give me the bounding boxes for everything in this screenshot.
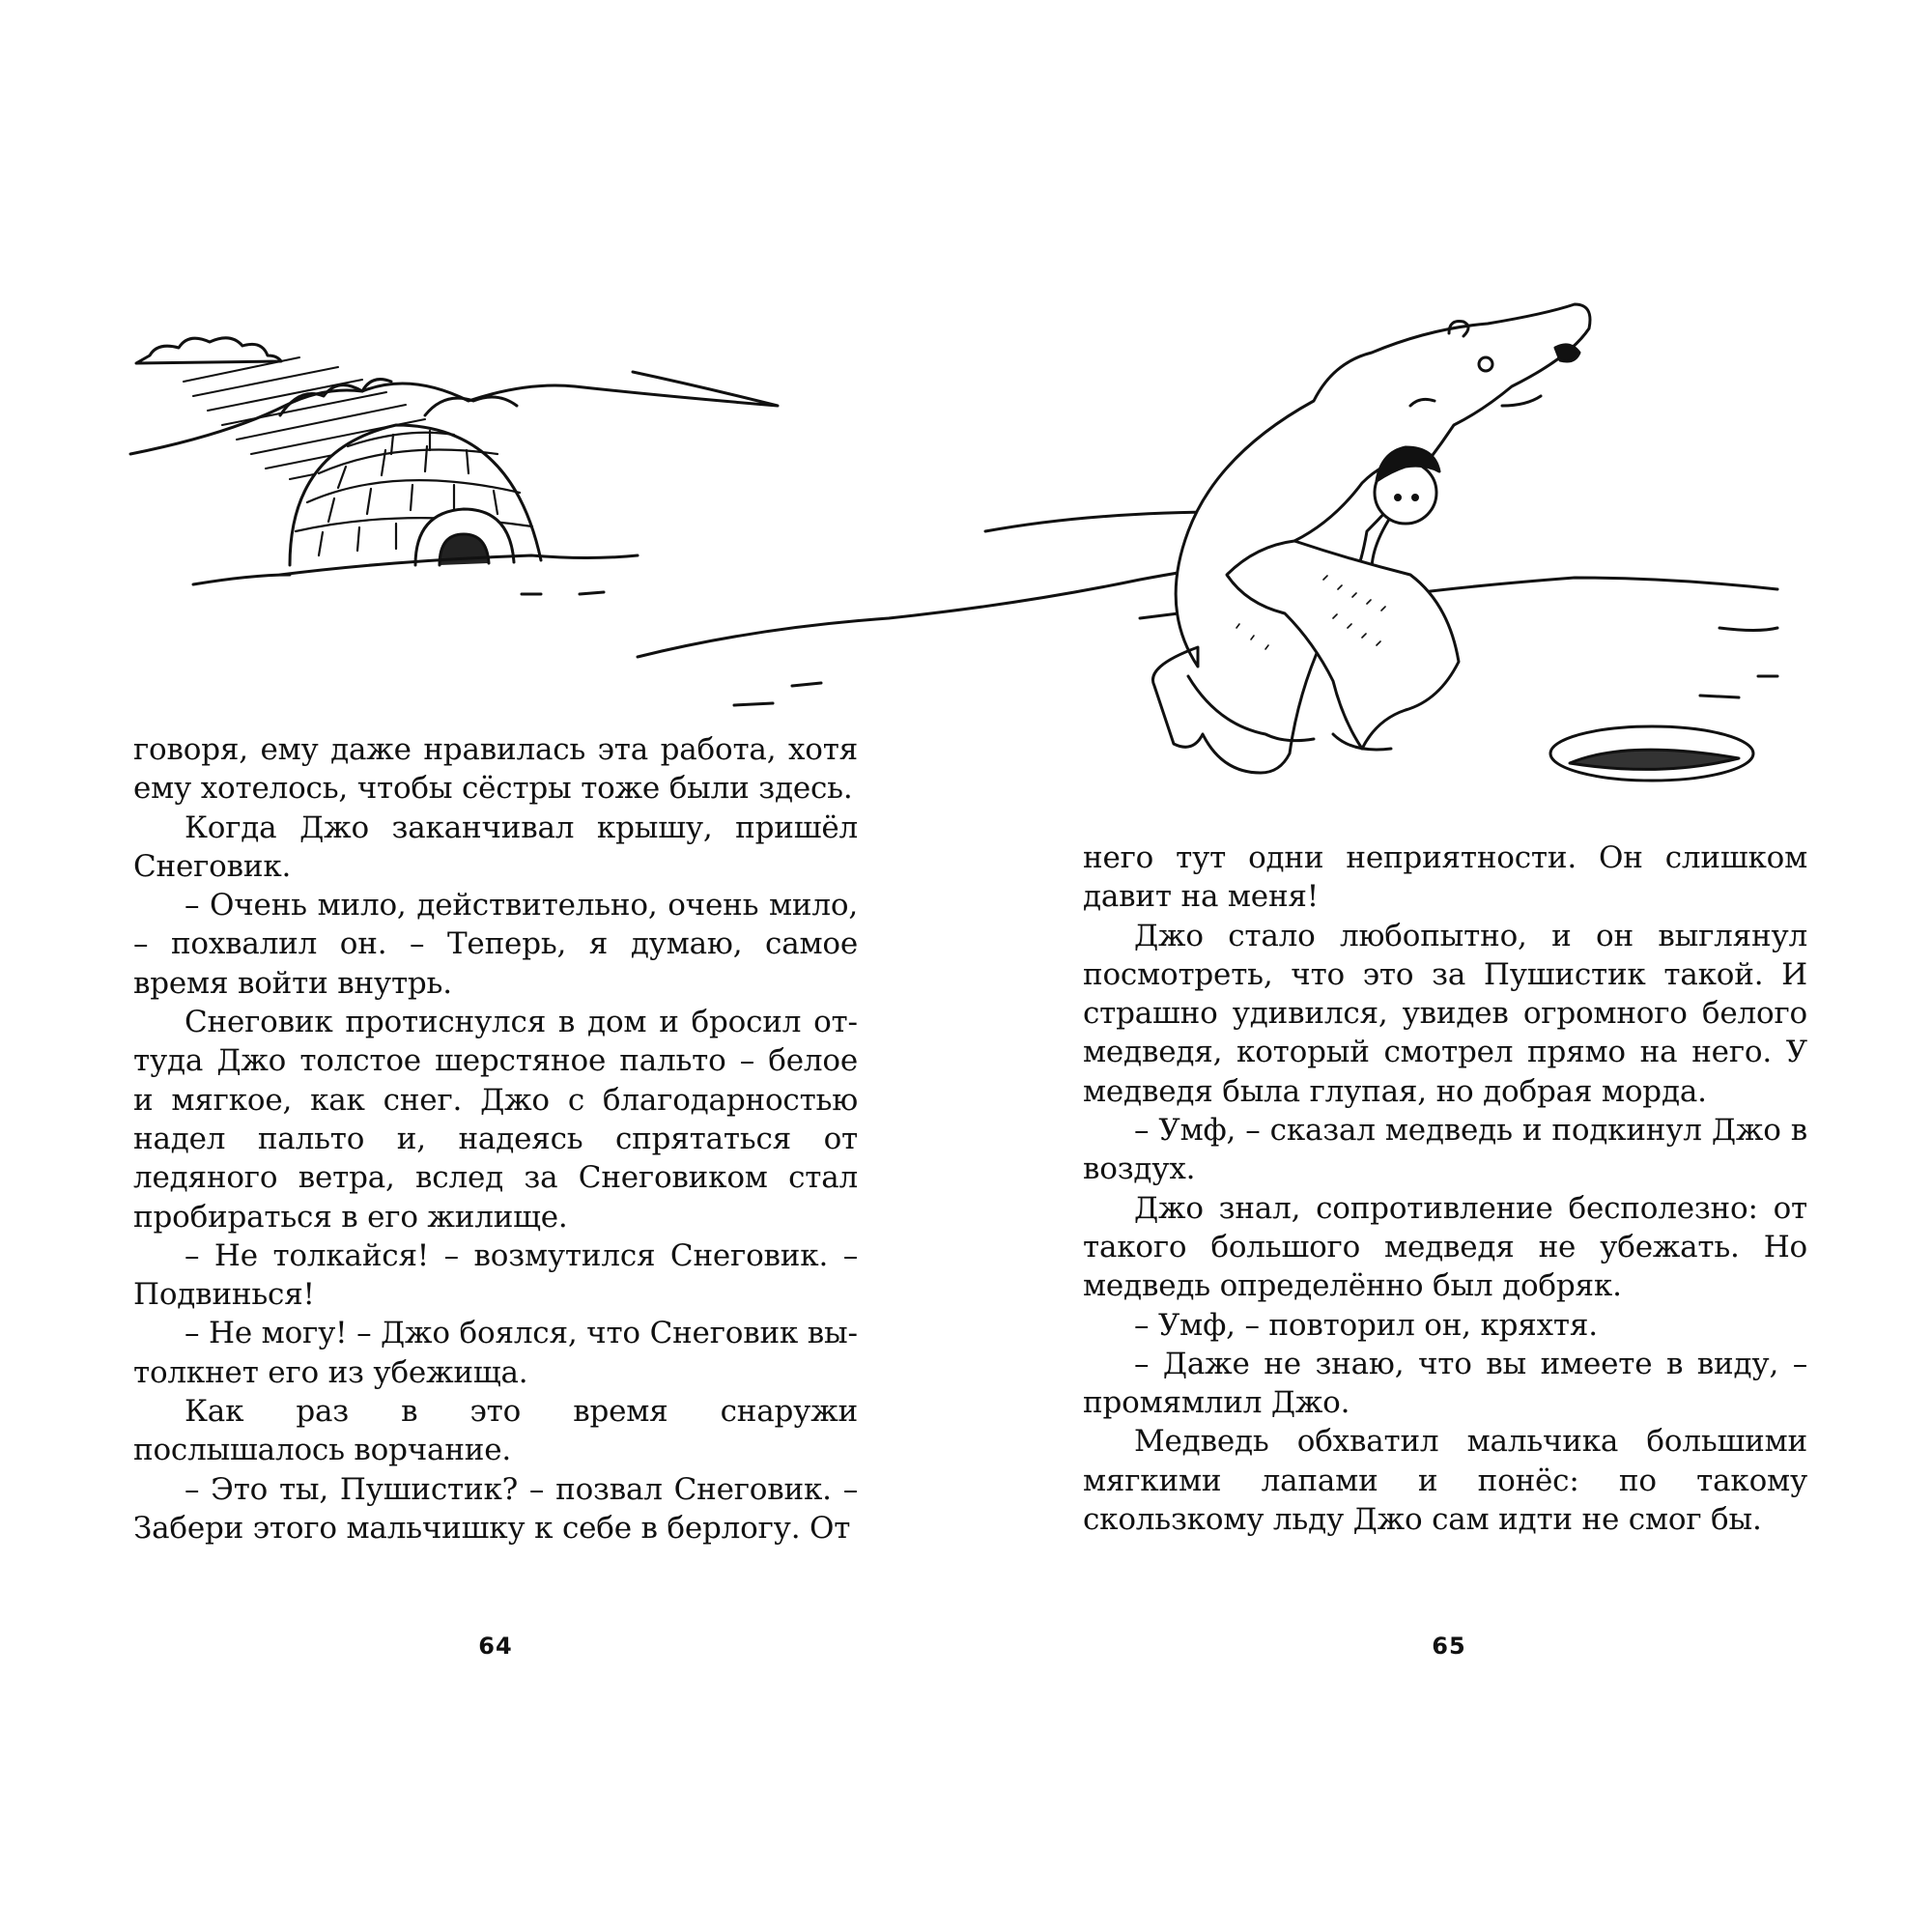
paragraph: Джо знал, сопротивление бесполезно: от такого большого медведя не убежать. Но медведь определённо был добряк.: [1083, 1190, 1807, 1304]
paragraph: Как раз в это время снаружи послышалось ворчание.: [133, 1394, 858, 1468]
paragraph: говоря, ему даже нравилась эта работа, хотя ему хотелось, чтобы сёстры тоже были здесь.: [133, 732, 858, 807]
page-number-right: 65: [1432, 1633, 1466, 1660]
paragraph: – Не могу! – Джо боялся, что Снеговик вытолкнет его из убежища.: [133, 1316, 858, 1390]
right-page-text: [1083, 838, 1807, 1539]
paragraph: – Даже не знаю, что вы имеете в виду, – промямлил Джо.: [1083, 1346, 1807, 1421]
paragraph: него тут одни неприятности. Он слишком давит на меня!: [1083, 840, 1807, 915]
paragraph: – Умф, – сказал медведь и подкинул Джо в воздух.: [1083, 1113, 1807, 1187]
paragraph: – Не толкайся! – возмутился Снеговик. – Подвинься!: [133, 1237, 858, 1313]
paragraph: Когда Джо заканчивал крышу, пришёл Снеговик.: [133, 810, 858, 884]
paragraph: Снеговик протиснулся в дом и бросил оттуда Джо толстое шерстяное пальто – белое и мягкое, как снег. Джо с благодарностью надел пальто и, надеясь спрятаться от ледяного ветра, вслед за Снеговиком стал пробираться в его жилище.: [133, 1005, 858, 1235]
paragraph: – Очень мило, действительно, очень мило, – похвалил он. – Теперь, я думаю, самое время войти внутрь.: [133, 888, 858, 1001]
cloud: [136, 338, 281, 363]
paragraph: Медведь обхватил мальчика большими мягкими лапами и понёс: по такому скользкому льду Джо сам идти не смог бы.: [1083, 1424, 1807, 1538]
paragraph: – Это ты, Пушистик? – позвал Снеговик. – Забери этого мальчишку к себе в берлогу. От: [133, 1471, 858, 1546]
paragraph: – Умф, – повторил он, кряхтя.: [1134, 1307, 1598, 1343]
paragraph: Джо стало любопытно, и он выглянул посмотреть, что это за Пушистик такой. И страшно удивился, увидев огромного белого медведя, который смотрел прямо на него. У медведя была глупая, но добрая морда.: [1083, 918, 1807, 1109]
page-number-left: 64: [478, 1633, 513, 1660]
left-page-text: [133, 730, 858, 1548]
